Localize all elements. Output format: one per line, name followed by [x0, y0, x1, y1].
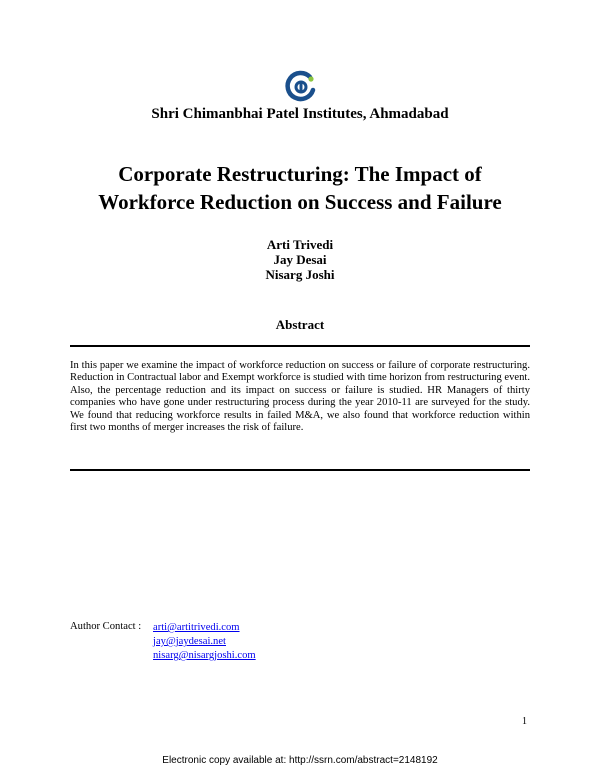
email-link[interactable]: arti@artitrivedi.com: [153, 622, 240, 633]
institute-name: Shri Chimanbhai Patel Institutes, Ahmadabad: [151, 106, 449, 122]
divider-top: [70, 345, 530, 347]
abstract-heading: Abstract: [275, 317, 325, 332]
page-number: 1: [522, 716, 527, 727]
author-list: [0, 237, 600, 282]
email-link[interactable]: jay@jaydesai.net: [153, 636, 226, 647]
author-contact-emails: [153, 621, 256, 663]
email-link[interactable]: nisarg@nisargjoshi.com: [153, 650, 256, 661]
author-name: Jay Desai: [273, 252, 327, 267]
abstract-body: In this paper we examine the impact of workforce reduction on success or failure of corporate restructuring. Reduction in Contractual labor and Exempt workforce is studied with time horizon from restructuring event. Also, the percentage reduction and its impact on success or failure is studied. HR Managers of thirty companies who have gone under restructuring process during the year 2010-11 are surveyed for the study. We found that reducing workforce results in failed M&A, we also found that workforce reduction within first two months of merger increases the risk of failure.: [70, 360, 530, 434]
ssrn-logo-icon: [284, 70, 318, 104]
divider-bottom: [70, 469, 530, 471]
paper-title-line-1: Corporate Restructuring: The Impact of: [118, 162, 482, 186]
paper-title: [0, 160, 600, 216]
footer-electronic-copy: Electronic copy available at: http://ssrn.com/abstract=2148192: [162, 755, 438, 766]
author-name: Arti Trivedi: [266, 237, 334, 252]
paper-title-line-2: Workforce Reduction on Success and Failure: [98, 190, 502, 214]
author-name: Nisarg Joshi: [265, 267, 335, 282]
author-contact-label: Author Contact :: [70, 621, 142, 632]
